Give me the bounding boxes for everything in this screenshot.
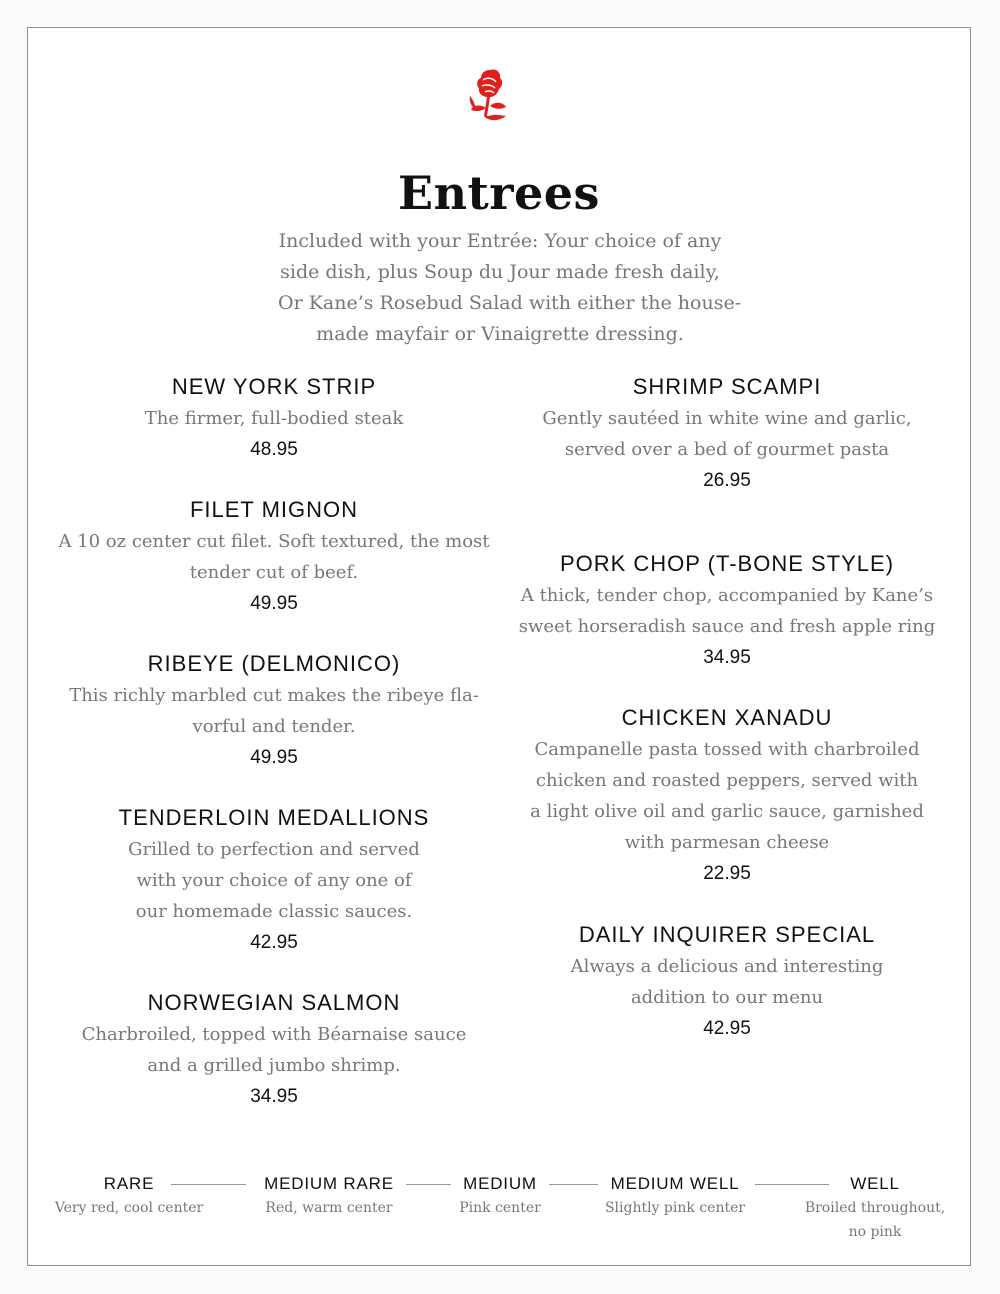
rose-icon: [468, 66, 512, 124]
menu-item-new-york-strip: [48, 373, 500, 464]
doneness-medium-well: [600, 1172, 750, 1220]
item-description-line: Campanelle pasta tossed with charbroiled: [534, 739, 920, 760]
menu-item-shrimp-scampi: [508, 373, 946, 495]
item-description: [48, 526, 500, 588]
menu-item-pork-chop: [508, 550, 946, 672]
intro-line: made mayfair or Vinaigrette dressing.: [316, 323, 684, 345]
item-description: [48, 680, 500, 742]
doneness-label: RARE: [103, 1174, 155, 1193]
item-price: 48.95: [250, 439, 298, 460]
doneness-medium: [440, 1172, 560, 1220]
page-title: Entrees: [398, 166, 600, 220]
item-description: [48, 834, 500, 927]
item-price: 34.95: [250, 1086, 298, 1107]
doneness-label: MEDIUM WELL: [610, 1174, 740, 1193]
item-description-line: A 10 oz center cut filet. Soft textured, the most: [58, 531, 490, 552]
item-name: TENDERLOIN MEDALLIONS: [118, 805, 430, 830]
item-name: FILET MIGNON: [189, 497, 359, 522]
doneness-rare: [54, 1172, 204, 1220]
item-description-line: sweet horseradish sauce and fresh apple ring: [518, 616, 936, 637]
doneness-description-line: Broiled throughout,: [804, 1200, 946, 1216]
doneness-description-line: Very red, cool center: [54, 1200, 204, 1216]
doneness-description: [440, 1196, 560, 1220]
item-description-line: vorful and tender.: [192, 716, 356, 737]
item-description-line: Gently sautéed in white wine and garlic,: [542, 408, 912, 429]
item-price: 22.95: [703, 863, 751, 884]
doneness-description: [600, 1196, 750, 1220]
menu-item-norwegian-salmon: [48, 989, 500, 1111]
doneness-scale: [28, 1172, 972, 1262]
menu-item-daily-inquirer-special: [508, 921, 946, 1043]
item-description: [48, 1019, 500, 1081]
item-description-line: and a grilled jumbo shrimp.: [147, 1055, 401, 1076]
doneness-description-line: no pink: [848, 1224, 902, 1240]
menu-item-tenderloin-medallions: [48, 804, 500, 957]
item-name: RIBEYE (DELMONICO): [147, 651, 401, 676]
item-price: 42.95: [250, 932, 298, 953]
doneness-well: [800, 1172, 950, 1244]
menu-item-chicken-xanadu: [508, 704, 946, 888]
item-description-line: a light olive oil and garlic sauce, garnished: [530, 801, 924, 822]
item-description: [508, 580, 946, 642]
item-name: NORWEGIAN SALMON: [147, 990, 401, 1015]
menu-item-filet-mignon: [48, 496, 500, 618]
item-name: NEW YORK STRIP: [171, 374, 377, 399]
doneness-description-line: Slightly pink center: [604, 1200, 746, 1216]
doneness-label: MEDIUM: [463, 1174, 537, 1193]
item-description-line: tender cut of beef.: [189, 562, 359, 583]
item-price: 34.95: [703, 647, 751, 668]
doneness-medium-rare: [254, 1172, 404, 1220]
item-description: [508, 403, 946, 465]
item-description-line: The firmer, full-bodied steak: [144, 408, 404, 429]
item-name: CHICKEN XANADU: [621, 705, 833, 730]
item-price: 49.95: [250, 593, 298, 614]
item-description-line: Charbroiled, topped with Béarnaise sauce: [81, 1024, 467, 1045]
item-description: [508, 951, 946, 1013]
item-description-line: with your choice of any one of: [136, 870, 412, 891]
item-price: 49.95: [250, 747, 298, 768]
item-description-line: our homemade classic sauces.: [135, 901, 413, 922]
intro-line: side dish, plus Soup du Jour made fresh daily,: [280, 261, 720, 283]
item-description: [508, 734, 946, 858]
item-description-line: chicken and roasted peppers, served with: [535, 770, 919, 791]
item-price: 42.95: [703, 1018, 751, 1039]
doneness-description-line: Red, warm center: [265, 1200, 393, 1216]
intro-line: Included with your Entrée: Your choice of any: [278, 230, 722, 252]
menu-page: [27, 27, 971, 1266]
item-description-line: Always a delicious and interesting: [570, 956, 884, 977]
item-name: PORK CHOP (T-BONE STYLE): [559, 551, 895, 576]
item-description-line: addition to our menu: [630, 987, 824, 1008]
intro-text: [278, 226, 742, 350]
item-description-line: This richly marbled cut makes the ribeye fla-: [69, 685, 479, 706]
menu-item-ribeye: [48, 650, 500, 772]
intro-line: Or Kane’s Rosebud Salad with either the house-: [278, 292, 742, 314]
item-description-line: A thick, tender chop, accompanied by Kane’s: [520, 585, 934, 606]
item-description: [48, 403, 500, 434]
doneness-label: WELL: [850, 1174, 900, 1193]
doneness-description: [254, 1196, 404, 1220]
item-price: 26.95: [703, 470, 751, 491]
item-description-line: served over a bed of gourmet pasta: [564, 439, 890, 460]
item-name: DAILY INQUIRER SPECIAL: [578, 922, 876, 947]
doneness-description: [54, 1196, 204, 1220]
item-description-line: with parmesan cheese: [624, 832, 830, 853]
doneness-description-line: Pink center: [459, 1200, 541, 1216]
item-description-line: Grilled to perfection and served: [128, 839, 420, 860]
doneness-description: [800, 1196, 950, 1244]
item-name: SHRIMP SCAMPI: [632, 374, 822, 399]
doneness-label: MEDIUM RARE: [264, 1174, 394, 1193]
